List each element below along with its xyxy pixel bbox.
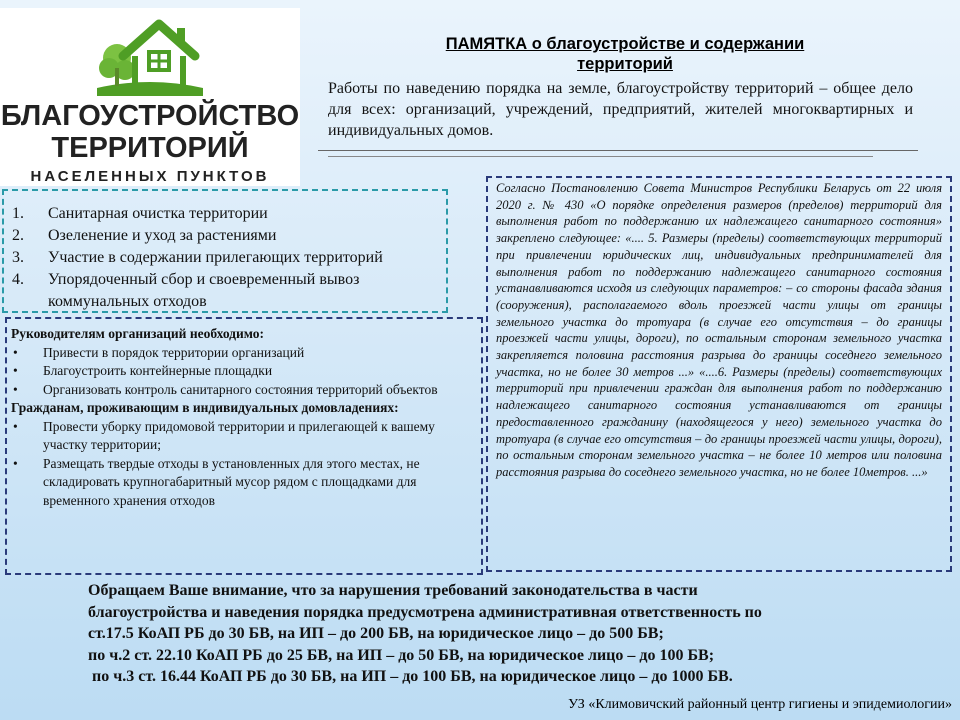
logo-text-line1: БЛАГОУСТРОЙСТВО [0,100,300,132]
notice-line: благоустройства и наведения порядка предусмотрена административная ответственность по [88,603,762,621]
title-line2: территорий [577,55,673,73]
list-item: • Провести уборку придомовой территории и прилегающей к вашему участку территории; [13,418,435,452]
work-types-list [12,203,448,313]
notice-line: ст.17.5 КоАП РБ до 30 БВ, на ИП – до 200 БВ, на юридическое лицо – до 500 БВ; [88,625,664,642]
footer-organization: УЗ «Климовичский районный центр гигиены и эпидемиологии» [568,697,952,712]
regulation-text: Согласно Постановлению Совета Министров Республики Беларусь от 22 июля 2020 г. № 430 «О порядке определения размеров (пределов) территорий для выполнения работ по поддержанию их надлежащего санитарного состояния» закреплено следующее: «.... 5. Размеры (пределы) соответствующих территорий при привлечении юридических лиц, индивидуальных предпринимателей для выполнения работ по поддержанию надлежащего санитарного состояния устанавливаются исходя из следующих параметров: – со стороны фасада здания (сооружения), располагаемого вдоль проезжей части улицы от границы земельного участка до тротуара (в случае его отсутствия – до границы проезжей части улицы, дороги), по остальным сторонам земельного участка закрепляется половина расстояния разрыва до границы соседнего земельного участка, но не более 30 метров ...» «....6. Размеры (пределы) соответствующих территорий при привлечении граждан для выполнения работ по поддержанию надлежащего санитарного состояния устанавливаются от границы предоставленного гражданину (находящегося у него) земельного участка до тротуара (в случае его отсутствия – до границы проезжей части улицы, дороги), по остальным сторонам земельного участка – не более 10 метров или половина расстояния разрыва до соседнего земельного участка, но не более 10метров. ...» [496,181,942,479]
divider-line [318,150,918,151]
list-item: 3. Участие в содержании прилегающих территорий [12,249,383,266]
regulation-box [486,176,952,572]
list-item: 1. Санитарная очистка территории [12,205,268,222]
logo-text-line3: НАСЕЛЕННЫХ ПУНКТОВ [30,168,270,185]
citizen-duties-list [11,418,475,511]
list-item: 4. Упорядоченный сбор и своевременный вывоз коммунальных отходов [12,271,360,310]
notice-line: Обращаем Ваше внимание, что за нарушения требований законодательства в части [88,582,698,599]
list-item: • Организовать контроль санитарного состояния территорий объектов [13,381,438,397]
org-duties-list [11,344,475,400]
intro-paragraph: Работы по наведению порядка на земле, благоустройству территорий – общее дело для всех: организаций, учреждений, предприятий, жителей многоквартирных и индивидуальных домов. [328,80,913,139]
work-types-box [2,189,448,313]
logo-text-line2: ТЕРРИТОРИЙ [51,132,249,164]
list-item: • Благоустроить контейнерные площадки [13,363,273,378]
citizen-heading: Гражданам, проживающим в индивидуальных домовладениях: [11,400,399,415]
duties-box [5,317,483,575]
list-item: • Привести в порядок территории организаций [13,344,305,360]
org-heading: Руководителям организаций необходимо: [11,326,265,341]
notice-line: по ч.2 ст. 22.10 КоАП РБ до 25 БВ, на ИП – до 50 БВ, на юридическое лицо – до 100 БВ; [88,646,715,664]
title-line1: ПАМЯТКА о благоустройстве и содержании [445,35,805,53]
logo [0,8,300,186]
page-title [320,34,930,74]
divider-line-2 [328,156,873,157]
list-item: • Размещать твердые отходы в установленных для этого местах, не складировать крупногабаритный мусор рядом с площадками для временного хранения отходов [13,455,420,508]
liability-notice [88,580,888,688]
list-item: 2. Озеленение и уход за растениями [12,227,277,244]
house-tree-logo-icon [95,16,205,98]
notice-line: по ч.3 ст. 16.44 КоАП РБ до 30 БВ, на ИП – до 100 БВ, на юридическое лицо – до 1000 БВ. [88,668,733,685]
